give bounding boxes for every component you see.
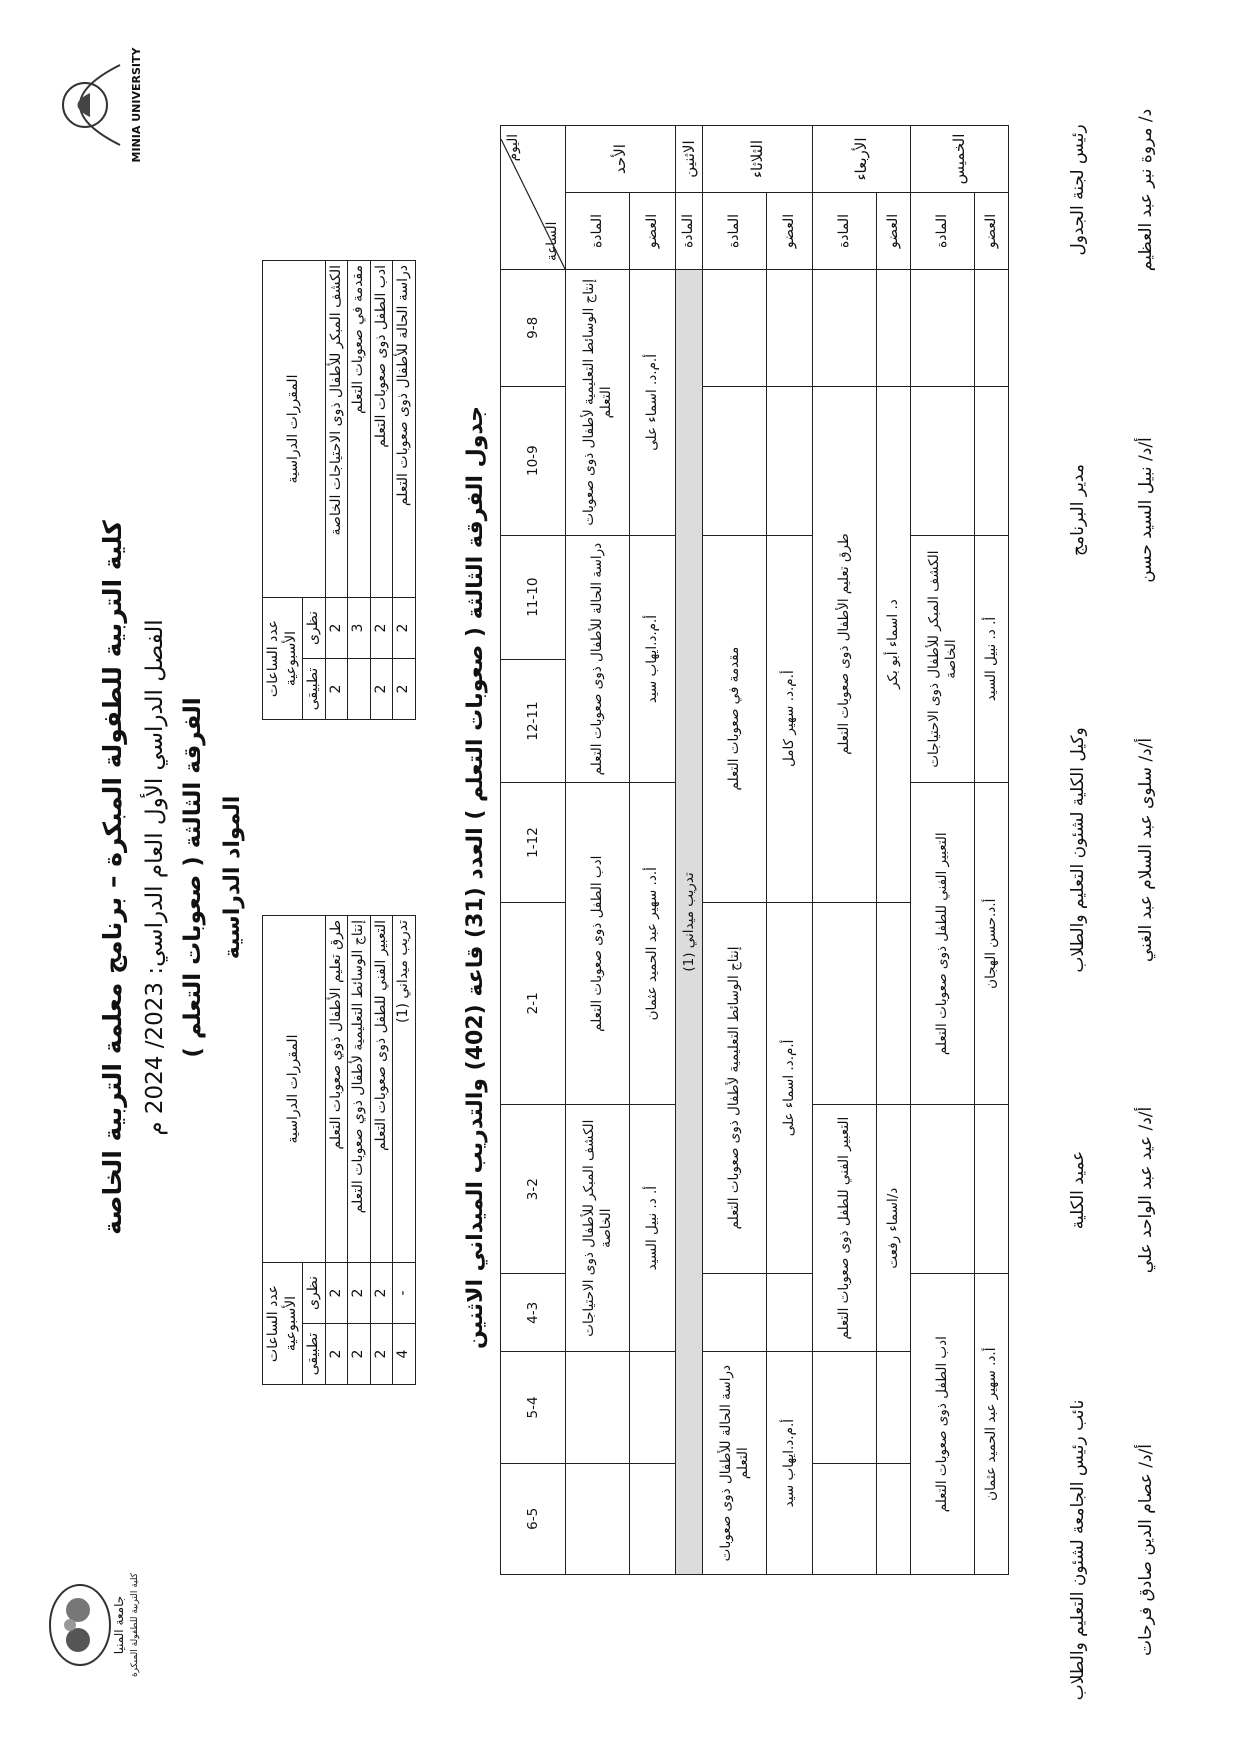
table-row: [348, 261, 371, 720]
empty-cell: [975, 1105, 1009, 1274]
theory-hours: 2: [370, 598, 393, 659]
hour-header: الساعة: [544, 221, 561, 261]
member-cell: أ. د. نبيل السيد: [630, 1105, 676, 1352]
empty-cell: [566, 1352, 630, 1463]
subject-label: المادة: [566, 193, 630, 270]
col-hours-header: عدد الساعات الأسبوعية: [263, 598, 303, 720]
tuesday-subject-row: [703, 126, 767, 1575]
class-cell: دراسة الحالة للأطفال ذوى صعوبات التعلم: [566, 535, 630, 783]
theory-hours: -: [393, 1263, 416, 1324]
time-slot: 2-1: [501, 902, 566, 1104]
course-name: دراسة الحالة للأطفال ذوى صعوبات التعلم: [393, 261, 416, 598]
time-slot: 1-12: [501, 783, 566, 902]
university-logo: [40, 45, 150, 165]
schedule-header-row: [501, 126, 566, 1575]
empty-cell: [877, 902, 911, 1104]
empty-cell: [703, 1274, 767, 1352]
time-slot: 10-9: [501, 386, 566, 535]
sunday-subject-row: [566, 126, 630, 1575]
subject-label: المادة: [676, 193, 703, 270]
empty-cell: [813, 1463, 877, 1574]
class-cell: طرق تعليم الأطفال ذوى صعوبات التعلم: [813, 386, 877, 902]
subjects-heading: المواد الدراسية: [220, 795, 245, 960]
sunday-member-row: [630, 126, 676, 1575]
theory-hours: 3: [348, 598, 371, 659]
year-line: الفرقة الثالثة ( صعوبات التعلم ): [180, 697, 206, 1058]
theory-hours: 2: [370, 1263, 393, 1324]
signature-name: أ/د/ عصام الدين صادق فرحات: [1136, 1443, 1156, 1657]
signature-block: [1068, 25, 1156, 355]
applied-hours: 2: [370, 1324, 393, 1385]
empty-cell: [911, 270, 975, 387]
course-name: إنتاج الوسائط التعليمية لأطفال ذوي صعوبات التعلم: [348, 916, 371, 1263]
time-slot: 5-4: [501, 1352, 566, 1463]
signature-name: أ/د/ عيد عبد الواحد علي: [1136, 1106, 1156, 1274]
theory-hours: 2: [325, 1263, 348, 1324]
time-slot: 11-10: [501, 535, 566, 659]
day-monday: الاثنين: [676, 126, 703, 193]
empty-cell: [630, 1463, 676, 1574]
courses-table-left: [262, 915, 416, 1385]
applied-hours: 2: [325, 659, 348, 720]
class-cell: التعبير الفني للطفل ذوى صعوبات التعلم: [813, 1105, 877, 1352]
empty-cell: [911, 386, 975, 535]
theory-hours: 2: [348, 1263, 371, 1324]
signature-role: مدير البرنامج: [1068, 464, 1088, 556]
class-cell: الكشف المبكر للأطفال ذوى الاحتياجات الخاصة: [566, 1105, 630, 1352]
col-hours-header: عدد الساعات الأسبوعية: [263, 1263, 303, 1385]
member-cell: أ.د. سهير عبد الحميد عثمان: [630, 783, 676, 1105]
member-label: العضو: [767, 193, 813, 270]
empty-cell: [703, 270, 767, 387]
signature-block: [1068, 685, 1156, 1015]
table-row: [348, 916, 371, 1385]
table-row: [325, 916, 348, 1385]
col-theory-header: نظرى: [303, 1263, 326, 1324]
empty-cell: [813, 902, 877, 1104]
col-applied-header: تطبيقى: [303, 1324, 326, 1385]
member-cell: أ.د. سهير عبد الحميد عثمان: [975, 1274, 1009, 1575]
class-cell: الكشف المبكر للأطفال ذوى الاحتياجات الخاصة: [911, 535, 975, 783]
faculty-logo: [40, 1565, 150, 1685]
time-slot: 12-11: [501, 659, 566, 783]
signature-name: أ/د/ سلوى عبد السلام عبد الغني: [1136, 737, 1156, 963]
empty-cell: [877, 270, 911, 387]
signature-role: عميد الكلية: [1068, 1150, 1088, 1230]
table-row: [370, 916, 393, 1385]
table-row: [325, 261, 348, 720]
subject-label: المادة: [703, 193, 767, 270]
class-cell: إنتاج الوسائط التعليمية لأطفال ذوى صعوبات التعلم: [703, 902, 767, 1274]
signature-name: أ/د/ نبيل السيد حسن: [1136, 437, 1156, 583]
table-row: [393, 916, 416, 1385]
courses-table-right: [262, 260, 416, 720]
day-thursday: الخميس: [911, 126, 1009, 193]
signature-block: [1068, 1025, 1156, 1355]
member-cell: أ. د. نبيل السيد: [975, 535, 1009, 783]
member-cell: د. اسماء أبو بكر: [877, 386, 911, 902]
class-cell: دراسة الحالة للأطفال ذوى صعوبات التعلم: [703, 1352, 767, 1575]
time-slot: 6-5: [501, 1463, 566, 1574]
signature-role: وكيل الكلية لشئون التعليم والطلاب: [1068, 727, 1088, 973]
document-title: كلية التربية للطفولة المبكرة – برنامج معلمة التربية الخاصة: [98, 520, 127, 1235]
theory-hours: 2: [393, 598, 416, 659]
member-cell: أ.م.د. سهير كامل: [767, 535, 813, 902]
empty-cell: [630, 1352, 676, 1463]
schedule-title: جدول الفرقة الثالثة ( صعوبات التعلم ) العدد (31) قاعة (402) والتدريب الميداني الاثنين: [463, 406, 488, 1349]
col-theory-header: نظرى: [303, 598, 326, 659]
logo-left-sub: كلية التربية للطفولة المبكرة: [130, 1572, 140, 1678]
subject-label: المادة: [813, 193, 877, 270]
time-slot: 3-2: [501, 1105, 566, 1274]
applied-hours: [348, 659, 371, 720]
time-slot: 4-3: [501, 1274, 566, 1352]
col-applied-header: تطبيقى: [303, 659, 326, 720]
wednesday-member-row: [877, 126, 911, 1575]
signature-block: [1068, 345, 1156, 675]
course-name: تدريب ميداني (1): [393, 916, 416, 1263]
class-cell: ادب الطفل ذوى صعوبات التعلم: [566, 783, 630, 1105]
empty-cell: [975, 386, 1009, 535]
time-slot: 9-8: [501, 270, 566, 387]
empty-cell: [877, 1352, 911, 1463]
wednesday-subject-row: [813, 126, 877, 1575]
class-cell: إنتاج الوسائط التعليمية لأطفال ذوى صعوبات التعلم: [566, 270, 630, 536]
logo-left-text: جامعة المنيا: [112, 1595, 126, 1655]
empty-cell: [911, 1105, 975, 1274]
member-cell: أ.د.حسن الهجان: [975, 783, 1009, 1105]
course-name: التعبير الفني للطفل ذوى صعوبات التعلم: [370, 916, 393, 1263]
day-tuesday: الثلاثاء: [703, 126, 813, 193]
monday-row: [676, 126, 703, 1575]
day-sunday: الأحد: [566, 126, 676, 193]
empty-cell: [566, 1463, 630, 1574]
member-label: العضو: [877, 193, 911, 270]
col-course-header: المقررات الدراسية: [263, 916, 326, 1263]
table-row: [370, 261, 393, 720]
schedule-table: [500, 125, 1009, 1575]
empty-cell: [813, 1352, 877, 1463]
col-course-header: المقررات الدراسية: [263, 261, 326, 598]
member-cell: أ.م.د.ايهاب سيد: [767, 1352, 813, 1575]
member-label: العضو: [975, 193, 1009, 270]
applied-hours: 2: [393, 659, 416, 720]
theory-hours: 2: [325, 598, 348, 659]
signature-name: د/ مروة نبر عبد العظيم: [1136, 108, 1156, 272]
field-training-cell: تدريب ميداني (1): [676, 270, 703, 1575]
applied-hours: 4: [393, 1324, 416, 1385]
class-cell: مقدمة في صعوبات التعلم: [703, 535, 767, 902]
member-cell: د/اسماء رفعت: [877, 1105, 911, 1352]
applied-hours: 2: [325, 1324, 348, 1385]
signature-role: رئيس لجنة الجدول: [1068, 124, 1088, 256]
member-label: العضو: [630, 193, 676, 270]
thursday-member-row: [975, 126, 1009, 1575]
tuesday-member-row: [767, 126, 813, 1575]
empty-cell: [767, 1274, 813, 1352]
member-cell: أ.م.د. اسماء على: [767, 902, 813, 1274]
empty-cell: [703, 386, 767, 535]
class-cell: ادب الطفل ذوى صعوبات التعلم: [911, 1274, 975, 1575]
day-wednesday: الأربعاء: [813, 126, 911, 193]
empty-cell: [767, 386, 813, 535]
thursday-subject-row: [911, 126, 975, 1575]
course-name: ادب الطفل ذوى صعوبات التعلم: [370, 261, 393, 598]
logo-right-text: MINIA UNIVERSITY: [130, 47, 143, 163]
day-header: اليوم: [505, 134, 521, 162]
empty-cell: [975, 270, 1009, 387]
course-name: طرق تعليم الأطفال ذوي صعوبات التعلم: [325, 916, 348, 1263]
table-row: [393, 261, 416, 720]
course-name: مقدمة في صعوبات التعلم: [348, 261, 371, 598]
member-cell: أ.م.د. اسماء على: [630, 270, 676, 536]
applied-hours: 2: [348, 1324, 371, 1385]
semester-line: الفصل الدراسي الأول العام الدراسي: 2023/ 2024 م: [142, 619, 168, 1136]
empty-cell: [877, 1463, 911, 1574]
empty-cell: [767, 270, 813, 387]
signature-role: نائب رئيس الجامعة لشئون التعليم والطلاب: [1068, 1399, 1088, 1701]
applied-hours: 2: [370, 659, 393, 720]
day-hour-corner: [501, 126, 566, 270]
subject-label: المادة: [911, 193, 975, 270]
signature-block: [1068, 1385, 1156, 1715]
course-name: الكشف المبكر للأطفال ذوى الاحتياجات الخاصة: [325, 261, 348, 598]
class-cell: التعبير الفني للطفل ذوى صعوبات التعلم: [911, 783, 975, 1105]
member-cell: أ.م.د.ايهاب سيد: [630, 535, 676, 783]
empty-cell: [813, 270, 877, 387]
